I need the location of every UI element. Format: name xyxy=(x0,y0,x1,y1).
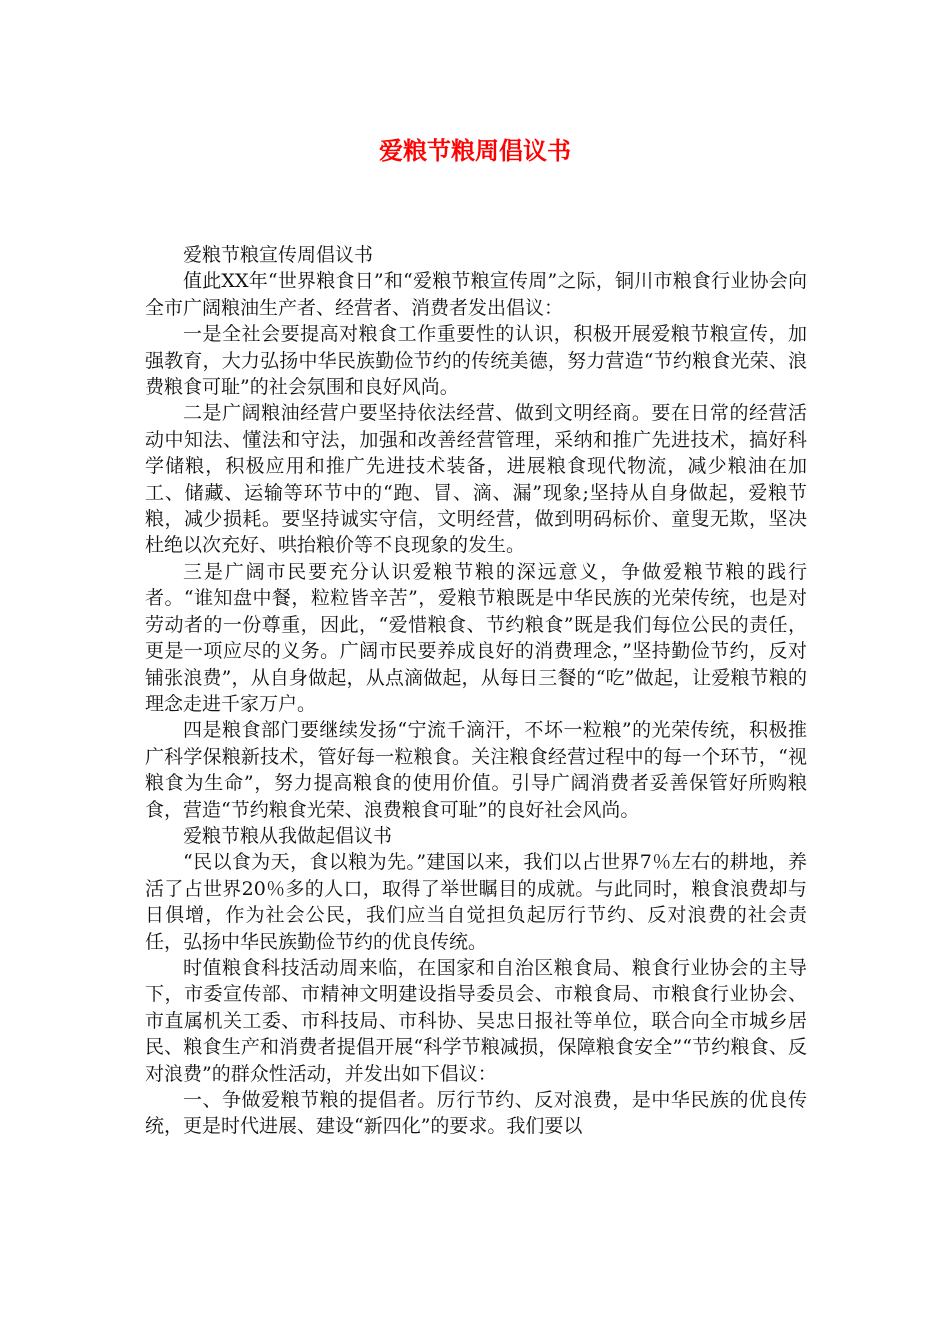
subheading-publicity-week: 爱粮节粮宣传周倡议书 xyxy=(183,244,374,266)
paragraph-point-two: 二是广阔粮油经营户要坚持依法经营、做到文明经商。要在日常的经营活动中知法、懂法和守法，加强和改善经营管理，采纳和推广先进技术，搞好科学储粮，积极应用和推广先进技术装备，进展粮食现代物流，减少粮油在加工、储藏、运输等环节中的“跑、冒、滴、漏”现象;坚持从自身做起，爱粮节粮，减少损耗。要坚持诚实守信，文明经营，做到明码标价、童叟无欺，坚决杜绝以次充好、哄抬粮价等不良现象的发生。 xyxy=(145,402,807,557)
paragraph-point-one: 一是全社会要提高对粮食工作重要性的认识，积极开展爱粮节粮宣传，加强教育，大力弘扬中华民族勤俭节约的传统美德，努力营造“节约粮食光荣、浪费粮食可耻”的社会氛围和良好风尚。 xyxy=(145,323,807,399)
paragraph-point-four: 四是粮食部门要继续发扬“宁流千滴汗，不坏一粒粮”的光荣传统，积极推广科学保粮新技术，管好每一粒粮食。关注粮食经营过程中的每一个环节，“视粮食为生命”，努力提高粮食的使用价值。引导广阔消费者妥善保管好所购粮食，营造“节约粮食光荣、浪费粮食可耻”的良好社会风尚。 xyxy=(145,719,807,821)
paragraph-point-three: 三是广阔市民要充分认识爱粮节粮的深远意义，争做爱粮节粮的践行者。“谁知盘中餐，粒粒皆辛苦”，爱粮节粮既是中华民族的光荣传统，也是对劳动者的一份尊重，因此，“爱惜粮食、节约粮食”既是我们每位公民的责任，更是一项应尽的义务。广阔市民要养成良好的消费理念，”坚持勤俭节约，反对铺张浪费”，从自身做起，从点滴做起，从每日三餐的“吃”做起，让爱粮节粮的理念走进千家万户。 xyxy=(145,560,807,715)
document-body xyxy=(145,242,807,1140)
paragraph-intro: 值此XX年“世界粮食日”和“爱粮节粮宣传周”之际，铜川市粮食行业协会向全市广阔粮油生产者、经营者、消费者发出倡议： xyxy=(145,270,807,319)
subheading-start-with-me: 爱粮节粮从我做起倡议书 xyxy=(183,824,393,847)
document-title: 爱粮节粮周倡议书 xyxy=(379,137,571,165)
paragraph-initiative-one: 一、争做爱粮节粮的提倡者。厉行节约、反对浪费，是中华民族的优良传统，更是时代进展、建设“新四化”的要求。我们要以 xyxy=(145,1089,807,1138)
paragraph-food-first: “民以食为天，食以粮为先。”建国以来，我们以占世界7％左右的耕地，养活了占世界20％多的人口，取得了举世瞩目的成就。与此同时，粮食浪费却与日俱增，作为社会公民，我们应当自觉担负起厉行节约、反对浪费的社会责任，弘扬中华民族勤俭节约的优良传统。 xyxy=(145,851,807,953)
paragraph-tech-week: 时值粮食科技活动周来临，在国家和自治区粮食局、粮食行业协会的主导下，市委宣传部、市精神文明建设指导委员会、市粮食局、市粮食行业协会、市直属机关工委、市科技局、市科协、吴忠日报社等单位，联合向全市城乡居民、粮食生产和消费者提倡开展“科学节粮减损，保障粮食安全”“节约粮食、反对浪费”的群众性活动，并发出如下倡议： xyxy=(145,956,807,1085)
